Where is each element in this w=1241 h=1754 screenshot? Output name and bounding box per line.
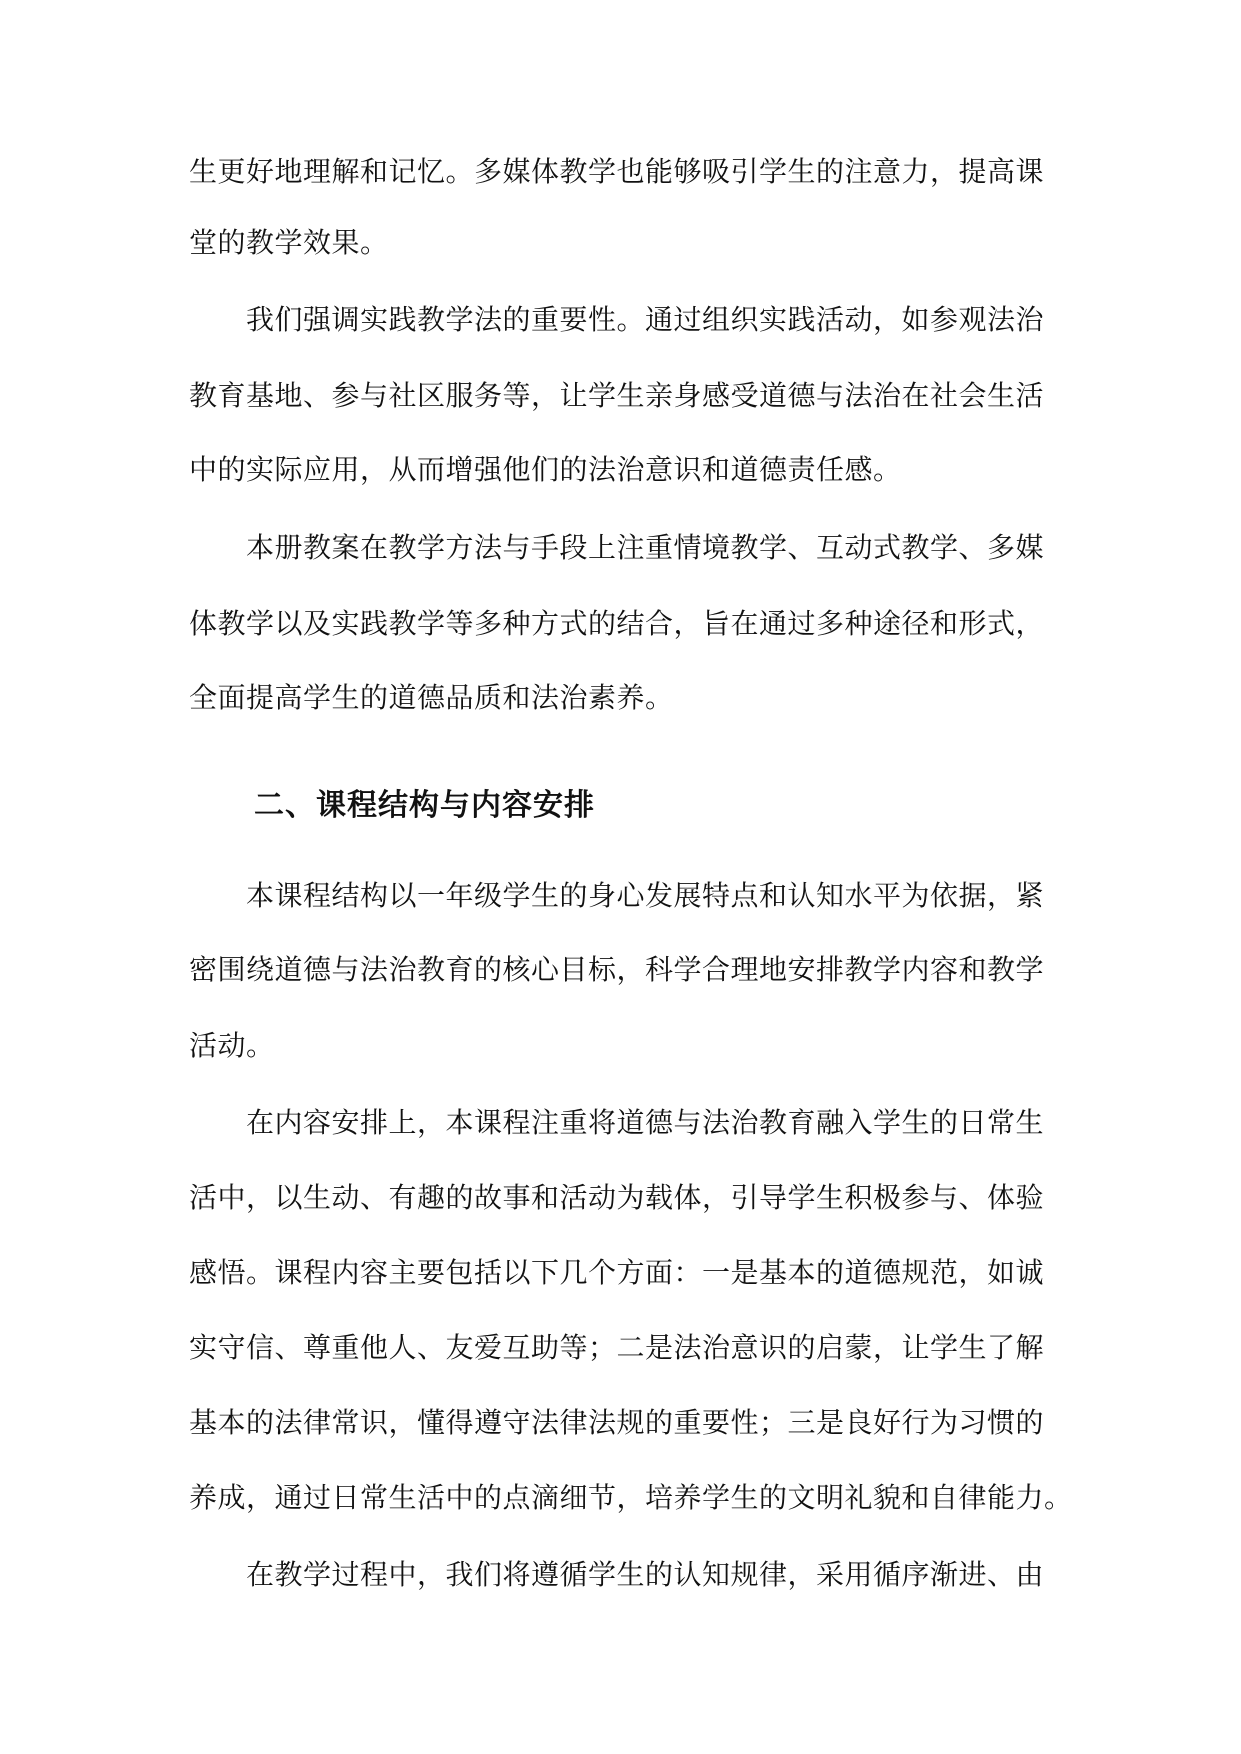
paragraph-line: 养成，通过日常生活中的点滴细节，培养学生的文明礼貌和自律能力。 <box>189 1481 1073 1514</box>
paragraph-line: 基本的法律常识，懂得遵守法律法规的重要性；三是良好行为习惯的 <box>189 1406 1045 1439</box>
paragraph-line: 堂的教学效果。 <box>189 226 389 259</box>
paragraph-line: 密围绕道德与法治教育的核心目标，科学合理地安排教学内容和教学 <box>189 953 1045 986</box>
paragraph-line: 本册教案在教学方法与手段上注重情境教学、互动式教学、多媒 <box>246 531 1045 564</box>
paragraph-line: 全面提高学生的道德品质和法治素养。 <box>189 681 674 714</box>
paragraph-line: 感悟。课程内容主要包括以下几个方面：一是基本的道德规范，如诚 <box>189 1256 1045 1289</box>
paragraph-line: 活动。 <box>189 1029 275 1062</box>
paragraph-line: 我们强调实践教学法的重要性。通过组织实践活动，如参观法治 <box>246 303 1045 336</box>
paragraph-line: 本课程结构以一年级学生的身心发展特点和认知水平为依据，紧 <box>246 879 1045 912</box>
paragraph-line: 教育基地、参与社区服务等，让学生亲身感受道德与法治在社会生活 <box>189 379 1045 412</box>
paragraph-line: 体教学以及实践教学等多种方式的结合，旨在通过多种途径和形式， <box>189 607 1045 640</box>
paragraph-line: 在内容安排上，本课程注重将道德与法治教育融入学生的日常生 <box>246 1106 1045 1139</box>
paragraph-line: 在教学过程中，我们将遵循学生的认知规律，采用循序渐进、由 <box>246 1558 1045 1591</box>
paragraph-line: 生更好地理解和记忆。多媒体教学也能够吸引学生的注意力，提高课 <box>189 155 1045 188</box>
paragraph-line: 实守信、尊重他人、友爱互助等；二是法治意识的启蒙，让学生了解 <box>189 1331 1045 1364</box>
paragraph-line: 中的实际应用，从而增强他们的法治意识和道德责任感。 <box>189 453 902 486</box>
paragraph-line: 活中，以生动、有趣的故事和活动为载体，引导学生积极参与、体验 <box>189 1181 1045 1214</box>
section-heading: 二、课程结构与内容安排 <box>254 788 595 823</box>
